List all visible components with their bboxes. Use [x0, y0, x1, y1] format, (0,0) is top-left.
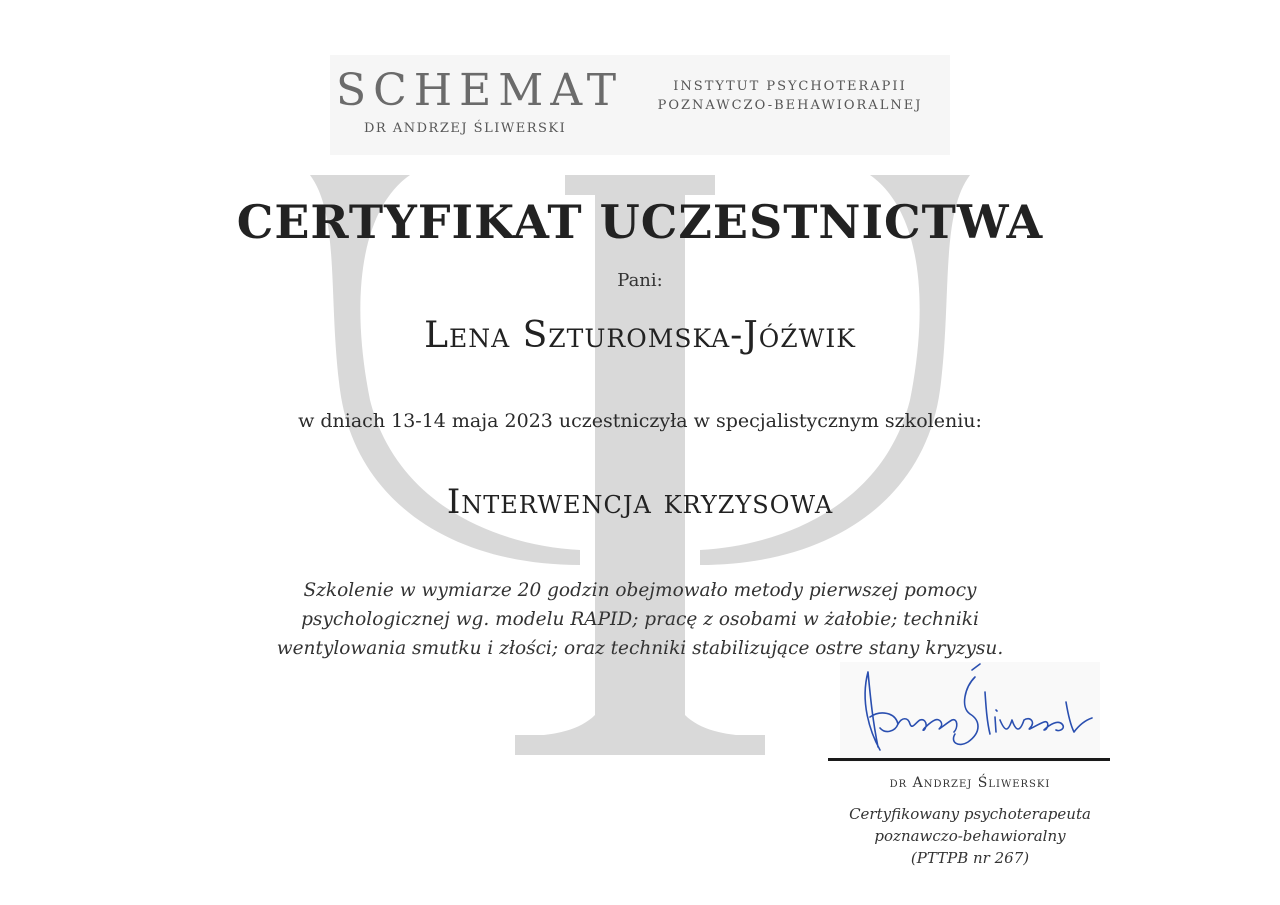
attendance-dates: w dniach 13-14 maja 2023 uczestniczyła w specjalistycznym szkoleniu: — [298, 410, 982, 432]
description-line: wentylowania smutku i złości; oraz techniki stabilizujące ostre stany kryzysu. — [276, 638, 1004, 659]
logo-subtitle: DR ANDRZEJ ŚLIWERSKI — [364, 121, 567, 136]
logo-institute-name — [640, 77, 940, 115]
logo-title: SCHEMAT — [336, 65, 624, 116]
salutation: Pani: — [617, 270, 663, 291]
certificate-title: CERTYFIKAT UCZESTNICTWA — [236, 195, 1044, 249]
credential-line: poznawczo-behawioralny — [874, 827, 1066, 845]
description-line: Szkolenie w wymiarze 20 godzin obejmowało metody pierwszej pomocy — [303, 580, 977, 601]
signature-area — [840, 662, 1100, 762]
description-line: psychologicznej wg. modelu RAPID; pracę z osobami w żałobie; techniki — [301, 609, 979, 630]
course-description — [180, 576, 1100, 663]
signature-line — [828, 758, 1110, 761]
credential-line: (PTTPB nr 267) — [910, 849, 1030, 867]
logo-institute-line-1: INSTYTUT PSYCHOTERAPII — [673, 79, 907, 94]
handwritten-signature-icon — [840, 662, 1100, 762]
participant-name: Lena Szturomska-Jóźwik — [424, 315, 856, 356]
signer-credentials — [830, 803, 1110, 869]
logo-institute-line-2: POZNAWCZO-BEHAWIORALNEJ — [657, 98, 923, 113]
signer-name: dr Andrzej Śliwerski — [889, 775, 1051, 791]
credential-line: Certyfikowany psychoterapeuta — [849, 805, 1091, 823]
institute-logo — [330, 55, 950, 155]
course-title: Interwencja kryzysowa — [446, 482, 834, 522]
